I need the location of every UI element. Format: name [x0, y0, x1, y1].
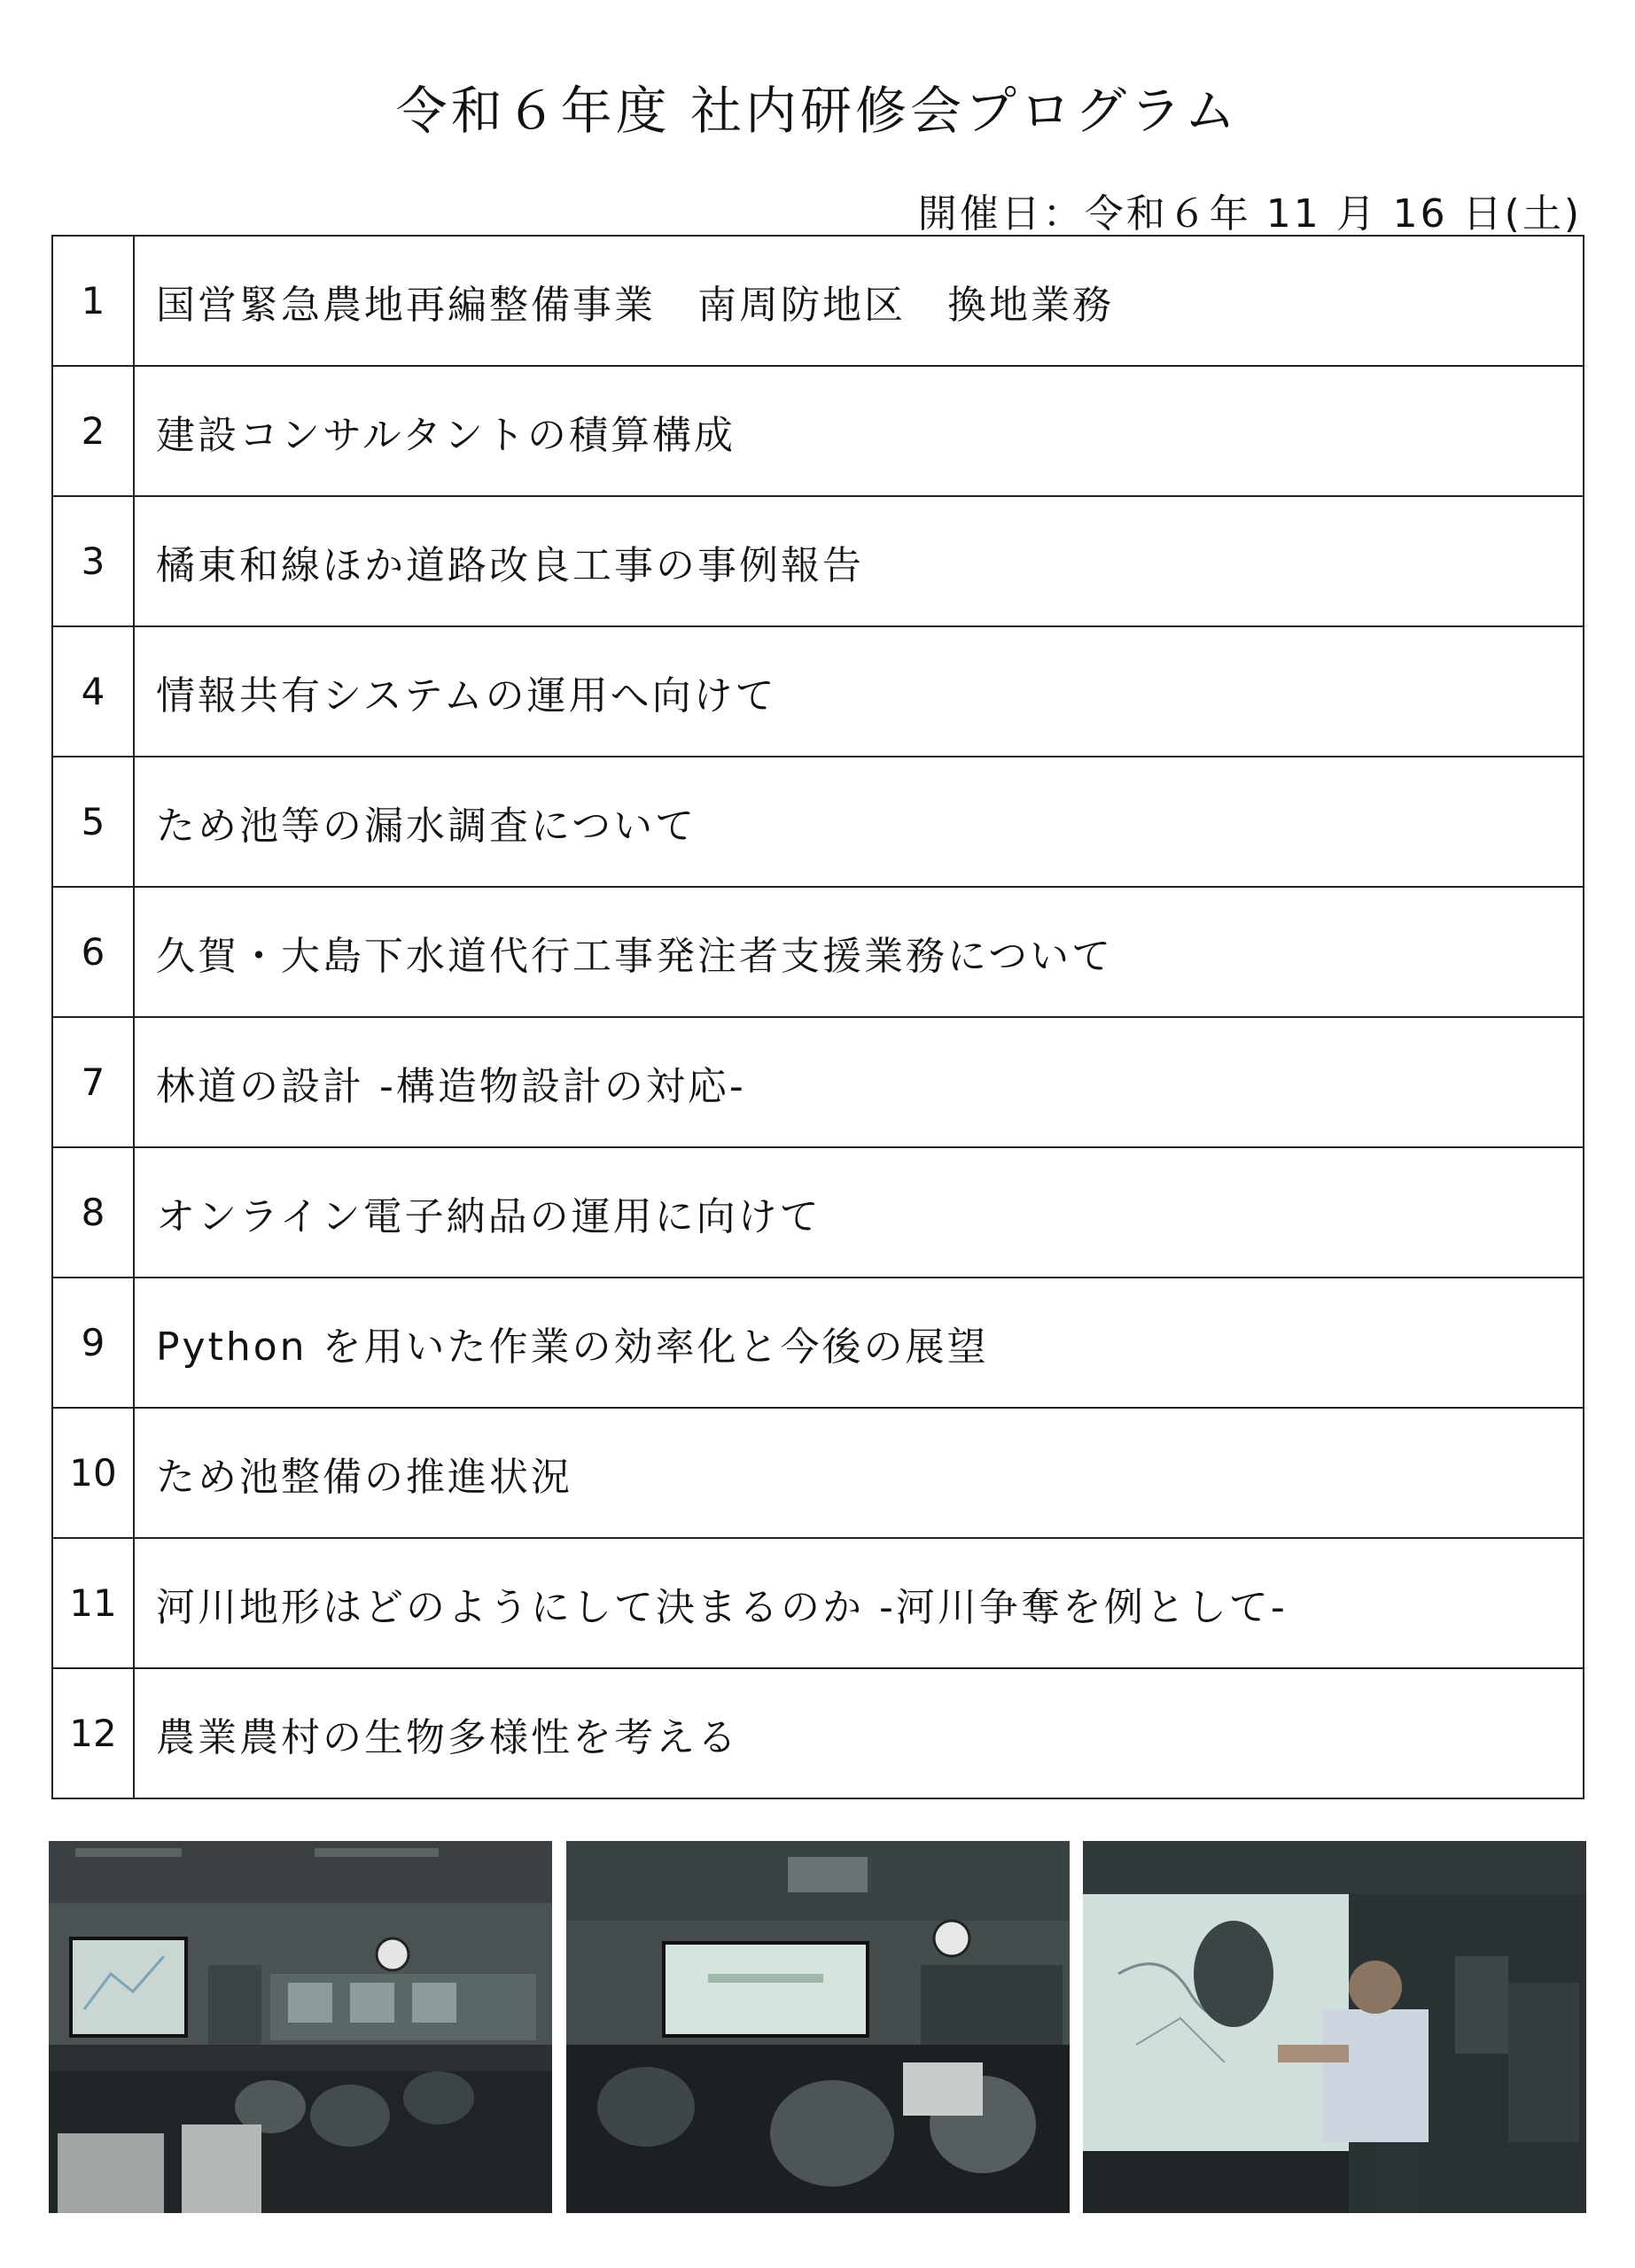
- table-row: [52, 626, 1584, 757]
- item-topic: オンライン電子納品の運用に向けて: [134, 1147, 1584, 1278]
- item-topic: ため池整備の推進状況: [134, 1408, 1584, 1538]
- item-topic: 建設コンサルタントの積算構成: [134, 366, 1584, 496]
- table-row: [52, 1147, 1584, 1278]
- seminar-photo-1: [49, 1841, 552, 2213]
- item-topic: 林道の設計 -構造物設計の対応-: [134, 1017, 1584, 1147]
- table-row: [52, 236, 1584, 366]
- item-topic: ため池等の漏水調査について: [134, 757, 1584, 887]
- item-number: 3: [52, 496, 134, 626]
- item-topic: 農業農村の生物多様性を考える: [134, 1668, 1584, 1798]
- item-topic: Python を用いた作業の効率化と今後の展望: [134, 1278, 1584, 1408]
- table-row: [52, 887, 1584, 1017]
- item-number: 11: [52, 1538, 134, 1668]
- item-number: 8: [52, 1147, 134, 1278]
- item-number: 10: [52, 1408, 134, 1538]
- seminar-photo-2: [566, 1841, 1070, 2213]
- item-topic: 国営緊急農地再編整備事業 南周防地区 換地業務: [134, 236, 1584, 366]
- program-table: [51, 235, 1584, 1799]
- item-number: 6: [52, 887, 134, 1017]
- table-row: [52, 496, 1584, 626]
- table-row: [52, 1408, 1584, 1538]
- item-number: 12: [52, 1668, 134, 1798]
- table-row: [52, 1538, 1584, 1668]
- item-number: 4: [52, 626, 134, 757]
- page-title: 令和６年度 社内研修会プログラム: [395, 81, 1240, 141]
- table-row: [52, 1017, 1584, 1147]
- item-number: 9: [52, 1278, 134, 1408]
- table-row: [52, 1278, 1584, 1408]
- item-number: 1: [52, 236, 134, 366]
- item-topic: 情報共有システムの運用へ向けて: [134, 626, 1584, 757]
- table-row: [52, 757, 1584, 887]
- item-topic: 河川地形はどのようにして決まるのか -河川争奪を例として-: [134, 1538, 1584, 1668]
- photo-strip: [49, 1841, 1586, 2213]
- item-number: 7: [52, 1017, 134, 1147]
- table-row: [52, 366, 1584, 496]
- item-topic: 橘東和線ほか道路改良工事の事例報告: [134, 496, 1584, 626]
- item-topic: 久賀・大島下水道代行工事発注者支援業務について: [134, 887, 1584, 1017]
- item-number: 5: [52, 757, 134, 887]
- seminar-photo-3: [1083, 1841, 1586, 2213]
- table-row: [52, 1668, 1584, 1798]
- item-number: 2: [52, 366, 134, 496]
- event-date: 開催日：令和６年 11 月 16 日(土): [917, 191, 1582, 237]
